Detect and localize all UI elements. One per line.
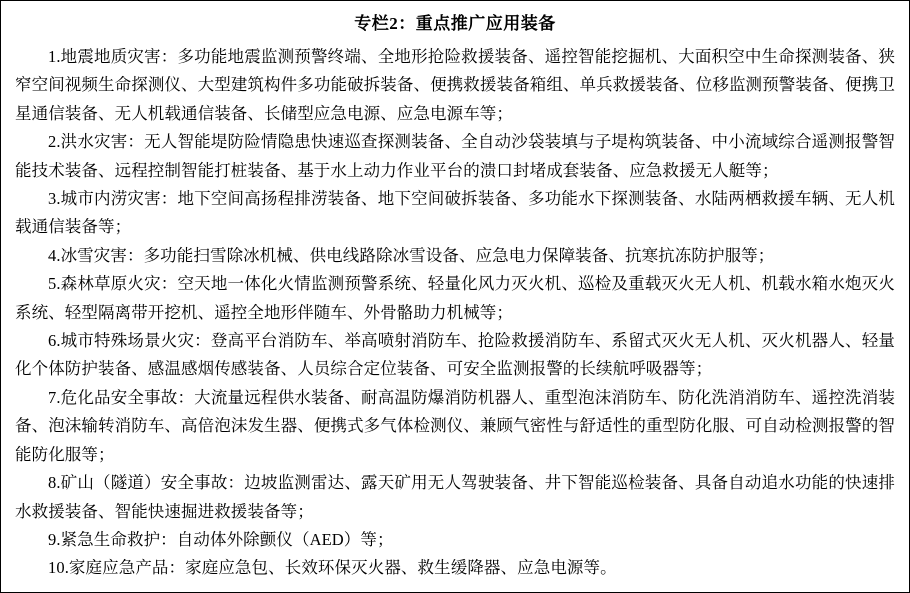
- document-body: [1, 1, 909, 589]
- paragraph-ice-snow: 4.冰雪灾害：多功能扫雪除冰机械、供电线路除冰雪设备、应急电力保障装备、抗寒抗冻防护服等；: [48, 245, 775, 265]
- paragraph-mine-tunnel: 8.矿山（隧道）安全事故：边坡监测雷达、露天矿用无人驾驶装备、井下智能巡检装备、具备自动追水功能的快速排水救援装备、智能快速掘进救援装备等；: [15, 473, 895, 521]
- paragraph-hazardous-chemicals: 7.危化品安全事故：大流量远程供水装备、耐高温防爆消防机器人、重型泡沫消防车、防化洗消消防车、遥控洗消装备、泡沫输转消防车、高倍泡沫发生器、便携式多气体检测仪、兼顾气密性与舒适性的重型防化服、可自动检测报警的智能防化服等；: [15, 387, 895, 464]
- page-title: 专栏2：重点推广应用装备: [354, 14, 556, 33]
- paragraph-urban-waterlogging: 3.城市内涝灾害：地下空间高扬程排涝装备、地下空间破拆装备、多功能水下探测装备、水陆两栖救援车辆、无人机载通信装备等；: [15, 189, 895, 237]
- paragraph-urban-special-fire: 6.城市特殊场景火灾：登高平台消防车、举高喷射消防车、抢险救援消防车、系留式灭火无人机、灭火机器人、轻量化个体防护装备、感温感烟传感装备、人员综合定位装备、可安全监测报警的长续航呼吸器等；: [15, 331, 895, 379]
- paragraph-earthquake-geological: 1.地震地质灾害：多功能地震监测预警终端、全地形抢险救援装备、遥控智能挖掘机、大面积空中生命探测装备、狭窄空间视频生命探测仪、大型建筑构件多功能破拆装备、便携救援装备箱组、单兵救援装备、位移监测预警装备、便携卫星通信装备、无人机载通信装备、长储型应急电源、应急电源车等；: [15, 47, 895, 123]
- paragraph-forest-grassland-fire: 5.森林草原火灾：空天地一体化火情监测预警系统、轻量化风力灭火机、巡检及重载灭火无人机、机载水箱水炮灭火系统、轻型隔离带开挖机、遥控全地形伴随车、外骨骼助力机械等；: [15, 274, 895, 322]
- paragraph-flood: 2.洪水灾害：无人智能堤防险情隐患快速巡查探测装备、全自动沙袋装填与子堤构筑装备、中小流域综合遥测报警智能技术装备、远程控制智能打桩装备、基于水上动力作业平台的溃口封堵成套装备、应急救援无人艇等；: [15, 132, 895, 180]
- paragraph-household-emergency-products: 10.家庭应急产品：家庭应急包、长效环保灭火器、救生缓降器、应急电源等。: [48, 558, 617, 578]
- paragraph-emergency-life-rescue: 9.紧急生命救护：自动体外除颤仪（AED）等；: [48, 529, 394, 549]
